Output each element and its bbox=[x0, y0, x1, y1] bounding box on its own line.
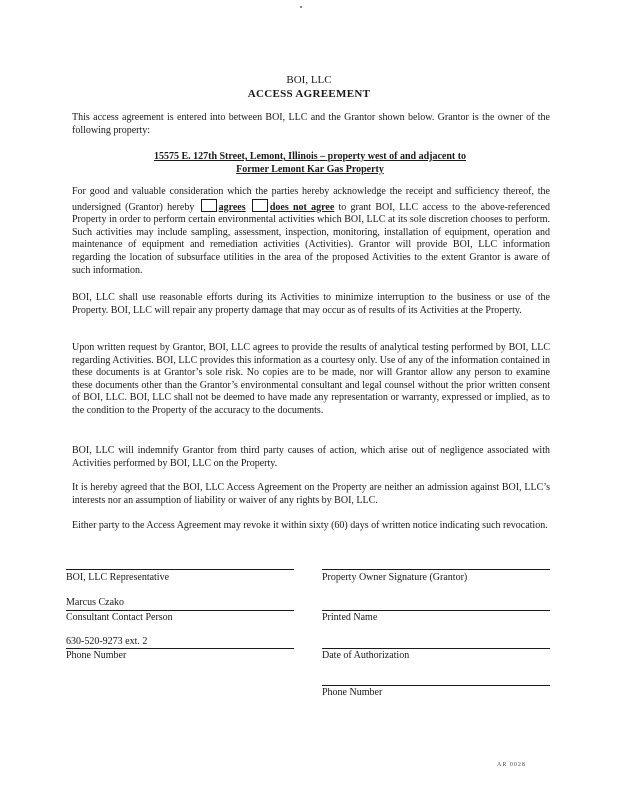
contact-person-label-text: Consultant Contact Person bbox=[66, 612, 173, 623]
owner-signature-label: Property Owner Signature (Grantor) bbox=[322, 572, 468, 583]
representative-label: BOI, LLC Representative bbox=[66, 572, 170, 583]
disagree-label: does not agree bbox=[269, 201, 335, 213]
contact-name-value: Marcus Czako bbox=[66, 597, 125, 608]
indemnify-paragraph: BOI, LLC will indemnify Grantor from third party causes of action, which arise out of negligence associated with Activities performed by BOI, LLC on the Property. bbox=[72, 445, 550, 469]
agreement-paragraph: It is hereby agreed that the BOI, LLC Access Agreement on the Property are neither an admission against BOI, LLC’s interests nor an assumption of liability or waiver of any rights by BOI, LLC. bbox=[72, 482, 550, 506]
printed-name-line[interactable] bbox=[322, 610, 550, 611]
right-phone-label: Phone Number bbox=[322, 687, 383, 698]
consideration-paragraph bbox=[72, 186, 550, 277]
consideration-lead: For good and valuable consideration which the parties hereby acknowledge the receipt and sufficiency thereof, the undersigned (Grantor) hereby bbox=[72, 186, 550, 213]
agree-checkbox[interactable] bbox=[201, 199, 217, 212]
printed-name-label: Printed Name bbox=[322, 612, 378, 623]
document-title: ACCESS AGREEMENT bbox=[247, 88, 371, 100]
property-line-1: 15575 E. 127th Street, Lemont, Illinois – property west of and adjacent to bbox=[153, 151, 467, 162]
testing-paragraph: Upon written request by Grantor, BOI, LLC agrees to provide the results of analytical testing performed by BOI, LLC regarding Activities. BOI, LLC provides this information as a courtesy only. Use of any of the information contained in these documents is at Grantor’s sole risk. No copies are to be made, nor will Grantor allow any person to examine these documents other than the Grantor’s environmental consultant and legal counsel without the prior written consent of BOI, LLC. BOI, LLC shall not be deemed to have made any representation or warranty, expressed or implied, as to the condition to the Property of the accuracy to the documents. bbox=[72, 342, 550, 416]
revocation-paragraph: Either party to the Access Agreement may revoke it within sixty (60) days of written notice indicating such revocation. bbox=[72, 520, 548, 531]
date-authorization-line[interactable] bbox=[322, 648, 550, 649]
scan-speck bbox=[300, 6, 302, 8]
consideration-body: to grant BOI, LLC access to the above-referenced Property in order to perform certain environmental activities which BOI, LLC at its sole discretion chooses to perform. Such activities may include sampling, assessment, inspection, monitoring, installation of equipment, operation and maintenance of equipment and remediation activities (Activities). Grantor will provide BOI, LLC information regarding the location of subsurface utilities in the area of the proposed Activities to the extent Grantor is aware of such information. bbox=[72, 201, 551, 276]
left-phone-label: Phone Number bbox=[66, 650, 127, 661]
contact-person-line[interactable] bbox=[66, 610, 294, 611]
property-description bbox=[60, 151, 560, 176]
page-stamp: AR 0028 bbox=[497, 762, 526, 768]
phone-value: 630-520-9273 ext. 2 bbox=[66, 636, 148, 647]
property-line-2: Former Lemont Kar Gas Property bbox=[236, 163, 384, 175]
intro-paragraph: This access agreement is entered into between BOI, LLC and the Grantor shown below. Grantor is the owner of the following property: bbox=[72, 112, 550, 136]
date-authorization-label: Date of Authorization bbox=[322, 650, 410, 661]
right-phone-line[interactable] bbox=[322, 685, 550, 686]
agree-label: agrees bbox=[218, 201, 246, 213]
efforts-paragraph: BOI, LLC shall use reasonable efforts during its Activities to minimize interruption to the business or use of the Property. BOI, LLC will repair any property damage that may occur as of results of its Activities at the Property. bbox=[72, 292, 550, 316]
representative-signature-line[interactable] bbox=[66, 569, 294, 570]
left-phone-line[interactable] bbox=[66, 648, 294, 649]
company-name: BOI, LLC bbox=[286, 74, 332, 86]
owner-signature-line[interactable] bbox=[322, 569, 550, 570]
disagree-checkbox[interactable] bbox=[252, 199, 268, 212]
